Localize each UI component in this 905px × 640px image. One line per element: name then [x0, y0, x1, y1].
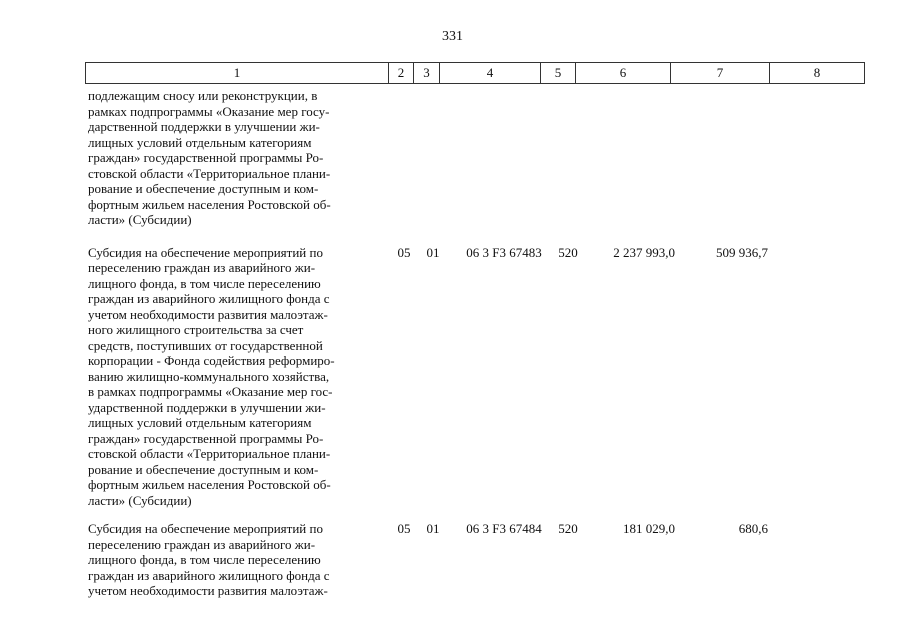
row-description: Субсидия на обеспечение мероприятий по переселению граждан из аварийного жи- лищного фонда, в том числе переселению граждан из аварийного жилищного фонда с учетом необходимости развития малоэтаж- ного жилищного строительства за счет средств, поступивших от государственной корпорации - Фонда содействия реформиро- ванию жилищно-коммунального хозяйства, в рамках подпрограммы «Оказание мер гос- ударственной поддержки в улучшении жи- лищных условий отдельным категориям граждан» государственной программы Ро- стовской области «Территориальное плани- рование и обеспечение доступным и ком- фортным жильем населения Ростовской об- ласти» (Субсидии)	[88, 244, 335, 508]
row-subsection-code: 01	[426, 244, 440, 260]
column-header-8: 8	[770, 63, 865, 84]
row-description: подлежащим сносу или реконструкции, в рамках подпрограммы «Оказание мер госу- дарственной поддержки в улучшении жи- лищных условий отдельным категориям граждан» государственной программы Ро- стовской области «Территориальное плани- рование и обеспечение доступным и ком- фортным жильем населения Ростовской об- ласти» (Субсидии)	[88, 88, 331, 227]
row-section-code: 05	[397, 244, 411, 260]
table-row	[88, 245, 868, 509]
table-row	[88, 88, 868, 228]
column-header-row	[86, 63, 865, 84]
column-header-6: 6	[576, 63, 671, 84]
page-number: 331	[442, 29, 463, 44]
row-amount-col6: 181 029,0	[623, 521, 675, 536]
row-subsection-code: 01	[426, 521, 440, 536]
column-header-5: 5	[541, 63, 576, 84]
row-amount-col7: 509 936,7	[716, 244, 768, 260]
row-expense-type: 520	[558, 244, 578, 260]
row-description: Субсидия на обеспечение мероприятий по переселению граждан из аварийного жи- лищного фонда, в том числе переселению граждан из аварийного жилищного фонда с учетом необходимости развития малоэтаж-	[88, 521, 330, 598]
column-header-table	[85, 62, 865, 84]
row-target-code: 06 3 F3 67484	[466, 521, 542, 536]
column-header-1: 1	[86, 63, 389, 84]
column-header-7: 7	[671, 63, 770, 84]
row-section-code: 05	[397, 521, 411, 536]
column-header-2: 2	[389, 63, 414, 84]
row-target-code: 06 3 F3 67483	[466, 244, 542, 260]
row-amount-col7: 680,6	[738, 521, 768, 536]
column-header-4: 4	[440, 63, 541, 84]
table-row	[88, 521, 868, 599]
row-expense-type: 520	[558, 521, 578, 536]
column-header-3: 3	[414, 63, 440, 84]
table-body	[88, 88, 868, 599]
row-amount-col6: 2 237 993,0	[613, 244, 675, 260]
